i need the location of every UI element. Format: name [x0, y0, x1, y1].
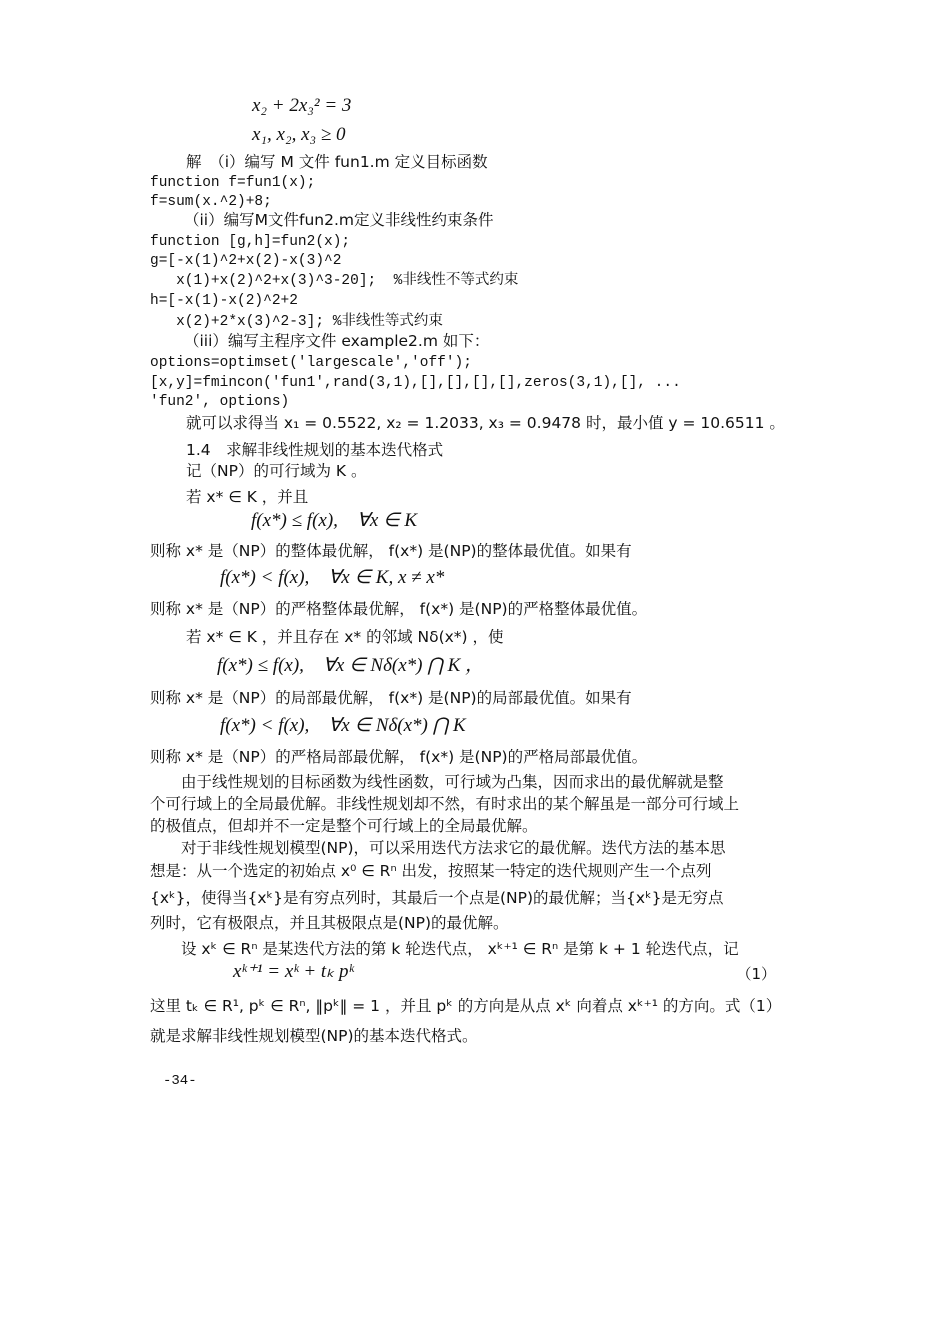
code-line: 'fun2', options) [150, 394, 290, 410]
solution-step-2: （ii）编写M文件fun2.m定义非线性约束条件 [184, 211, 494, 229]
section-heading: 1.4 求解非线性规划的基本迭代格式 [186, 441, 444, 459]
definition-condition: 若 x* ∈ K ，并且 [186, 488, 309, 506]
code-line: options=optimset('largescale','off'); [150, 355, 472, 371]
code-line: [x,y]=fmincon('fun1',rand(3,1),[],[],[],[],zeros(3,1),[], ... [150, 375, 681, 391]
code-line: function [g,h]=fun2(x); [150, 234, 351, 250]
paragraph-line: 由于线性规划的目标函数为线性函数，可行域为凸集，因而求出的最优解就是整 [150, 773, 724, 791]
paragraph-line: 就是求解非线性规划模型(NP)的基本迭代格式。 [150, 1027, 478, 1045]
definition-condition: 若 x* ∈ K ，并且存在 x* 的邻域 Nδ(x*) ，使 [186, 628, 504, 646]
definition-text: 则称 x* 是（NP）的整体最优解， f(x*) 是(NP)的整体最优值。如果有 [150, 542, 632, 560]
formula-strict-global: f(x*) < f(x), ∀x ∈ K, x ≠ x* [220, 567, 445, 588]
paragraph-line: 想是：从一个选定的初始点 x⁰ ∈ Rⁿ 出发，按照某一特定的迭代规则产生一个点列 [150, 862, 712, 880]
definition-text: 则称 x* 是（NP）的局部最优解， f(x*) 是(NP)的局部最优值。如果有 [150, 689, 632, 707]
constraint-equality: x₂ + 2x₃² = 3 [252, 95, 352, 116]
solution-step-3: （iii）编写主程序文件 example2.m 如下： [184, 332, 490, 350]
paragraph-line: 列时，它有极限点，并且其极限点是(NP)的最优解。 [150, 914, 509, 932]
feasible-region-text: 记（NP）的可行域为 K 。 [186, 462, 367, 480]
equation-number: （1） [736, 965, 776, 983]
paragraph-line: 的极值点，但却并不一定是整个可行域上的全局最优解。 [150, 817, 538, 835]
formula-global-optimum: f(x*) ≤ f(x), ∀x ∈ K [251, 510, 418, 531]
definition-text: 则称 x* 是（NP）的严格整体最优解， f(x*) 是(NP)的严格整体最优值。 [150, 600, 648, 618]
formula-strict-local: f(x*) < f(x), ∀x ∈ Nδ(x*) ⋂ K [220, 715, 466, 736]
solution-step-1: 解 （i）编写 M 文件 fun1.m 定义目标函数 [186, 153, 488, 171]
paragraph-line: 对于非线性规划模型(NP)，可以采用迭代方法求它的最优解。迭代方法的基本思 [150, 839, 726, 857]
definition-text: 则称 x* 是（NP）的严格局部最优解， f(x*) 是(NP)的严格局部最优值。 [150, 748, 648, 766]
paragraph-line: 个可行域上的全局最优解。非线性规划却不然，有时求出的某个解虽是一部分可行域上 [150, 795, 740, 813]
code-line: x(2)+2*x(3)^2-3]; %非线性等式约束 [150, 314, 443, 330]
formula-iteration: xᵏ⁺¹ = xᵏ + tₖ pᵏ [233, 961, 354, 982]
code-line: f=sum(x.^2)+8; [150, 194, 272, 210]
code-line: g=[-x(1)^2+x(2)-x(3)^2 [150, 253, 342, 269]
paragraph-line: 设 xᵏ ∈ Rⁿ 是某迭代方法的第 k 轮迭代点， xᵏ⁺¹ ∈ Rⁿ 是第 k + 1 轮迭代点，记 [150, 940, 739, 958]
constraint-nonnegative: x₁, x₂, x₃ ≥ 0 [252, 124, 346, 145]
code-line: h=[-x(1)-x(2)^2+2 [150, 293, 298, 309]
solution-result: 就可以求得当 x₁ = 0.5522, x₂ = 1.2033, x₃ = 0.9478 时，最小值 y = 10.6511 。 [186, 414, 785, 432]
code-line: x(1)+x(2)^2+x(3)^3-20]; %非线性不等式约束 [150, 273, 519, 289]
formula-local-optimum: f(x*) ≤ f(x), ∀x ∈ Nδ(x*) ⋂ K ， [217, 655, 484, 676]
code-line: function f=fun1(x); [150, 175, 316, 191]
paragraph-line: 这里 tₖ ∈ R¹, pᵏ ∈ Rⁿ, ‖pᵏ‖ = 1 ，并且 pᵏ 的方向是从点 xᵏ 向着点 xᵏ⁺¹ 的方向。式（1） [150, 997, 782, 1015]
page-number: -34- [163, 1073, 197, 1089]
paragraph-line: {xᵏ}，使得当{xᵏ}是有穷点列时，其最后一个点是(NP)的最优解；当{xᵏ}是无穷点 [150, 889, 724, 907]
